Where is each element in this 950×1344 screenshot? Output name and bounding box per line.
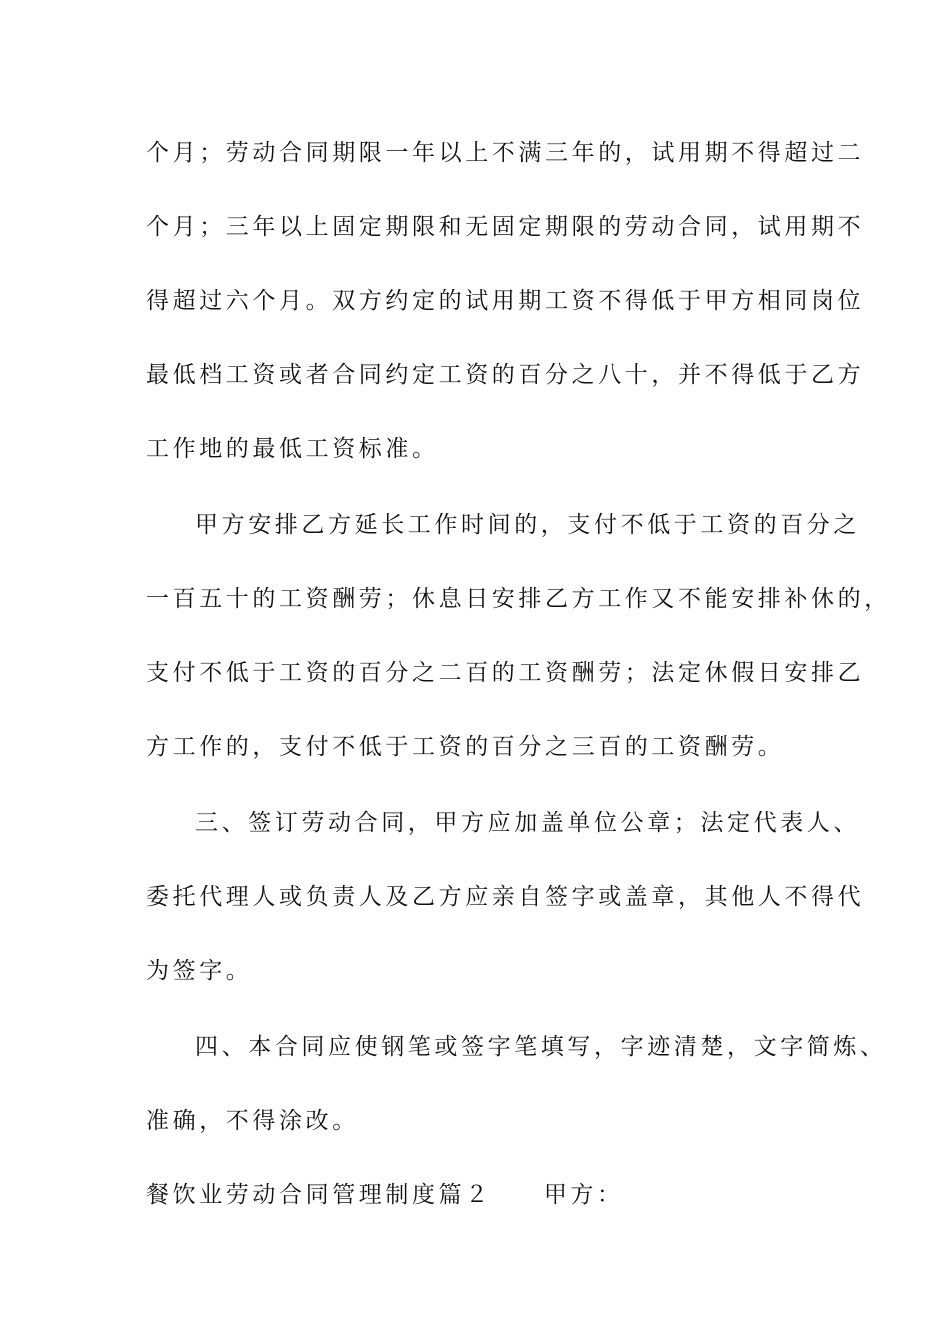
- text-line: 委托代理人或负责人及乙方应亲自签字或盖章，其他人不得代: [146, 884, 865, 910]
- text-line: 为签字。: [146, 958, 253, 984]
- section-heading: [146, 1175, 624, 1215]
- text-line: 个月；劳动合同期限一年以上不满三年的，试用期不得超过二: [146, 140, 865, 166]
- paragraph-first-line: 甲方安排乙方延长工作时间的，支付不低于工资的百分之: [195, 512, 860, 538]
- party-a-label: 甲方：: [543, 1182, 624, 1208]
- section-title: 餐饮业劳动合同管理制度篇２: [146, 1182, 492, 1208]
- text-line: 最低档工资或者合同约定工资的百分之八十，并不得低于乙方: [146, 362, 865, 388]
- text-line: 支付不低于工资的百分之二百的工资酬劳；法定休假日安排乙: [146, 660, 865, 686]
- text-line: 方工作的，支付不低于工资的百分之三百的工资酬劳。: [146, 734, 785, 760]
- paragraph-first-line: 四、本合同应使钢笔或签字笔填写，字迹清楚，文字简炼、: [195, 1034, 887, 1060]
- text-line: 一百五十的工资酬劳；休息日安排乙方工作又不能安排补休的，: [146, 586, 891, 612]
- text-line: 工作地的最低工资标准。: [146, 436, 439, 462]
- text-line: 准确，不得涂改。: [146, 1108, 359, 1134]
- text-line: 得超过六个月。双方约定的试用期工资不得低于甲方相同岗位: [146, 288, 865, 314]
- paragraph-first-line: 三、签订劳动合同，甲方应加盖单位公章；法定代表人、: [195, 810, 860, 836]
- text-line: 个月；三年以上固定期限和无固定期限的劳动合同，试用期不: [146, 214, 865, 240]
